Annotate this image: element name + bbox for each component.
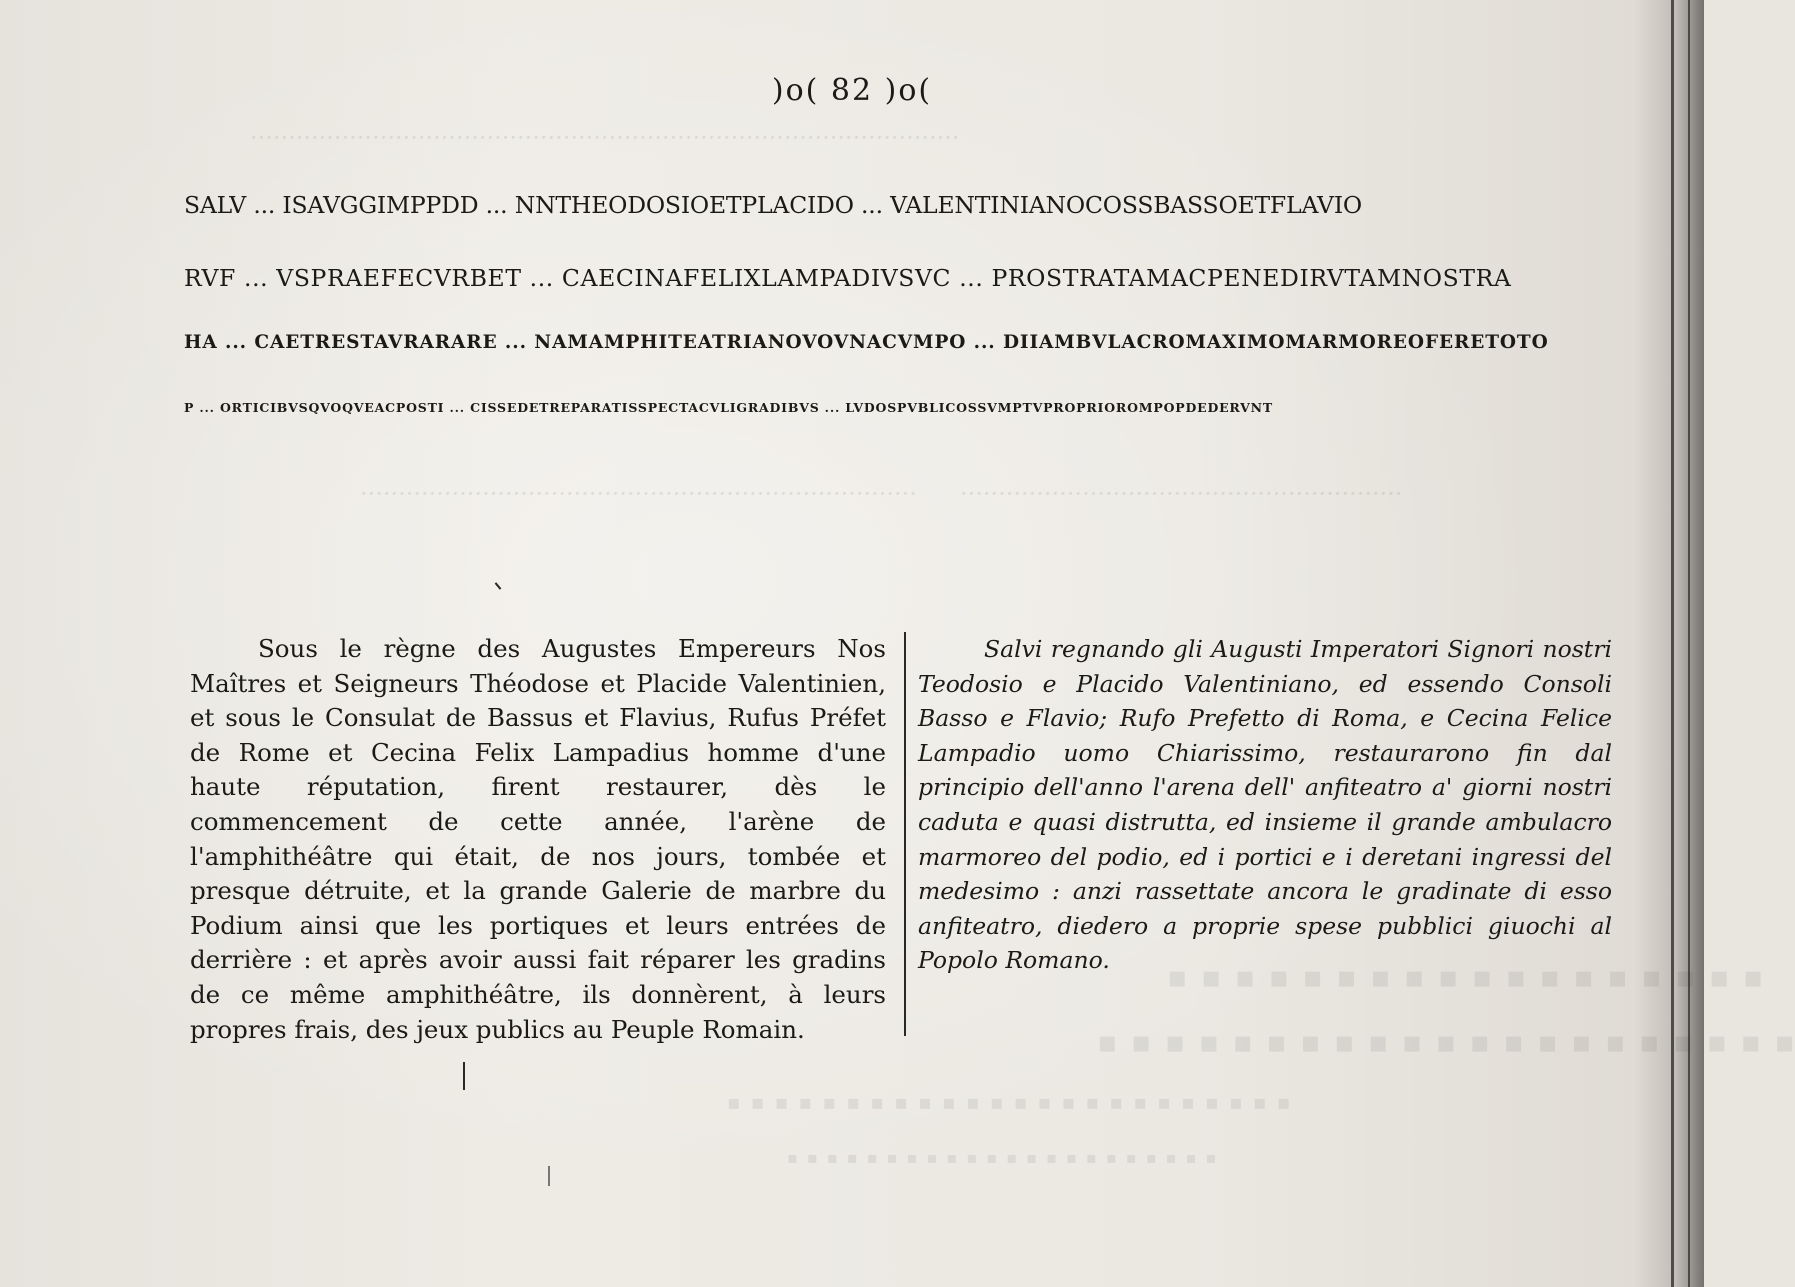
- bleed-through-texture: ▪ ▪ ▪ ▪ ▪ ▪ ▪ ▪ ▪ ▪ ▪ ▪ ▪ ▪ ▪ ▪ ▪ ▪ ▪ ▪ ▪ ▪ ▪ ▪: [725, 1090, 1291, 1114]
- bleed-through-texture: ▪ ▪ ▪ ▪ ▪ ▪ ▪ ▪ ▪ ▪ ▪ ▪ ▪ ▪ ▪ ▪ ▪ ▪ ▪ ▪ ▪: [1095, 1025, 1795, 1060]
- page-edge-line: [1671, 0, 1674, 1287]
- inscription-line-4: P ... ORTICIBVSQVOQVEACPOSTI ... CISSEDETREPARATISSPECTACVLIGRADIBVS ... LVDOSPVBLICOSSVMPTVPROPRIOROMPOPDEDERVNT: [184, 400, 1273, 415]
- ink-mark: [548, 1166, 550, 1186]
- ink-mark: [495, 582, 502, 589]
- bleed-through-texture: ▪ ▪ ▪ ▪ ▪ ▪ ▪ ▪ ▪ ▪ ▪ ▪ ▪ ▪ ▪ ▪ ▪ ▪ ▪ ▪ ▪ ▪: [785, 1148, 1217, 1167]
- bleed-through-texture: ▪ ▪ ▪ ▪ ▪ ▪ ▪ ▪ ▪ ▪ ▪ ▪ ▪ ▪ ▪ ▪ ▪ ▪: [1165, 960, 1764, 995]
- inscription-line-2: RVF ... VSPRAEFECVRBET ... CAECINAFELIXLAMPADIVSVC ... PROSTRATAMACPENEDIRVTAMNOSTRA: [184, 264, 1512, 292]
- ink-mark: [463, 1062, 465, 1090]
- page-number: )o( 82 )o(: [771, 73, 933, 108]
- column-divider: [904, 632, 906, 1036]
- bleed-through-texture: ·········································································: [360, 480, 917, 508]
- inscription-line-1: SALV ... ISAVGGIMPPDD ... NNTHEODOSIOETPLACIDO ... VALENTINIANOCOSSBASSOETFLAVIO: [184, 191, 1362, 219]
- bleed-through-texture: ··························································: [960, 480, 1403, 508]
- french-translation: Sous le règne des Augustes Empereurs Nos Maîtres et Seigneurs Théodose et Placide Valentinien, et sous le Consulat de Bassus et Flavius, Rufus Préfet de Rome et Cecina Felix Lampadius homme d'une haute réputation, firent restaurer, dès le commencement de cette année, l'arène de l'amphithéâtre qui était, de nos jours, tombée et presque détruite, et la grande Galerie de marbre du Podium ainsi que les portiques et leurs entrées de derrière : et après avoir aussi fait réparer les gradins de ce même amphithéâtre, ils donnèrent, à leurs propres frais, des jeux publics au Peuple Romain.: [190, 634, 886, 1044]
- italian-translation: Salvi regnando gli Augusti Imperatori Signori nostri Teodosio e Placido Valentiniano, ed essendo Consoli Basso e Flavio; Rufo Prefetto di Roma, e Cecina Felice Lampadio uomo Chiarissimo, restaurarono fin dal principio dell'anno l'arena dell' anfiteatro a' giorni nostri caduta e quasi distrutta, ed insieme il grande ambulacro marmoreo del podio, ed i portici e i deretani ingressi del medesimo : anzi rassettate ancora le gradinate di esso anfiteatro, diedero a proprie spese pubblici giuochi al Popolo Romano.: [918, 635, 1612, 975]
- inscription-line-3: HA ... CAETRESTAVRARARE ... NAMAMPHITEATRIANOVOVNACVMPO ... DIIAMBVLACROMAXIMOMARMOREOFERETOTO: [184, 332, 1549, 353]
- binding-shadow: [1634, 0, 1704, 1287]
- bleed-through-texture: ·····························································································: [250, 124, 960, 152]
- page-edge-line: [1688, 0, 1690, 1287]
